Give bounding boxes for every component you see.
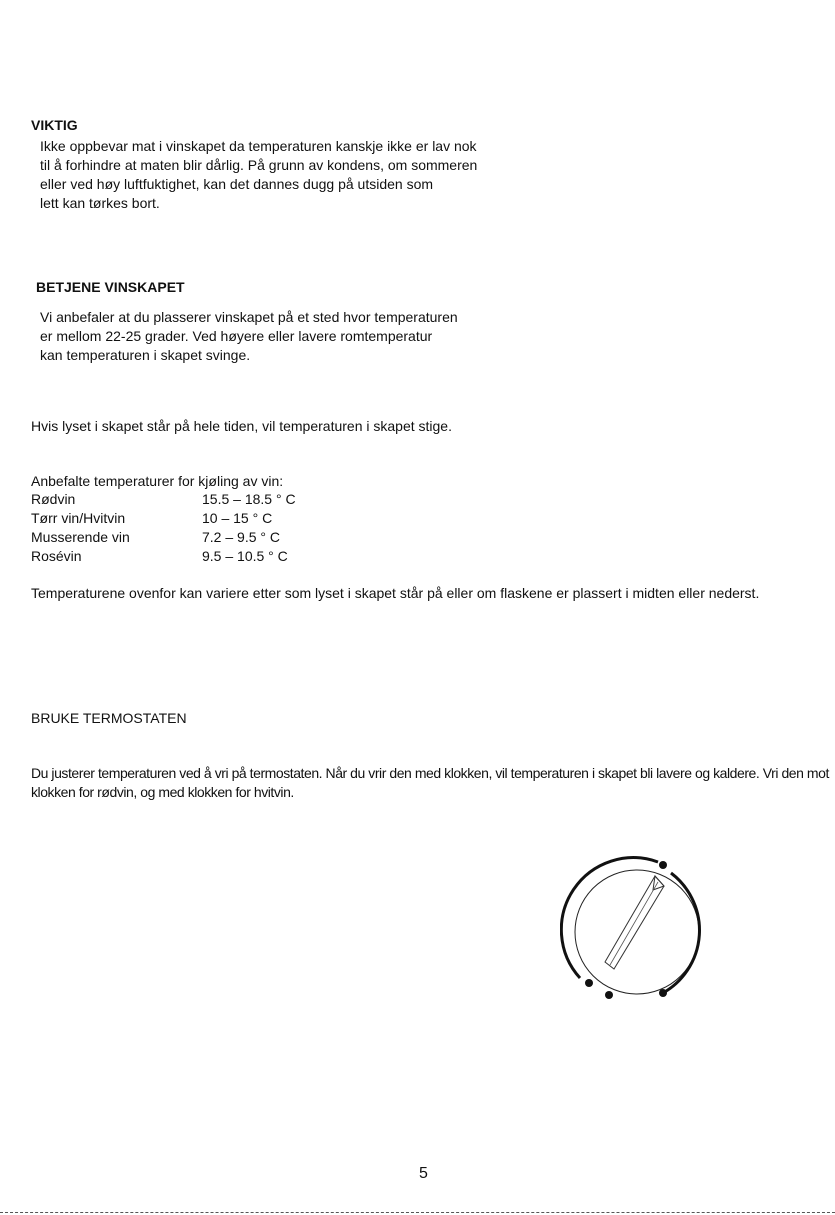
viktig-line-2: til å forhindre at maten blir dårlig. På grunn av kondens, om sommeren: [40, 157, 478, 173]
dial-dot-left: [585, 979, 593, 987]
viktig-line-3: eller ved høy luftfuktighet, kan det dannes dugg på utsiden som: [40, 176, 434, 192]
dial-dot-top: [659, 861, 667, 869]
viktig-heading: VIKTIG: [31, 117, 78, 133]
wine-temp-range: 9.5 – 10.5 ° C: [202, 548, 288, 564]
betjene-line-2: er mellom 22-25 grader. Ved høyere eller lavere romtemperatur: [40, 328, 433, 344]
dial-pointer-line: [610, 882, 658, 965]
thermostat-dial-icon: [560, 852, 715, 1007]
betjene-line-1: Vi anbefaler at du plasserer vinskapet på et sted hvor temperaturen: [40, 309, 458, 325]
page-number: 5: [419, 1165, 428, 1182]
wine-temp-range: 10 – 15 ° C: [202, 510, 273, 526]
wine-name: Rosévin: [31, 548, 82, 564]
wine-name: Tørr vin/Hvitvin: [31, 510, 126, 526]
termostat-text: Du justerer temperaturen ved å vri på termostaten. Når du vrir den med klokken, vil temperaturen i skapet bli lavere og kaldere. Vri den mot klokken for rødvin, og med klokken for hvitvin.: [31, 765, 829, 800]
viktig-line-4: lett kan tørkes bort.: [40, 195, 160, 211]
dial-arc-left: [561, 858, 658, 978]
dial-dot-right: [659, 989, 667, 997]
betjene-heading: BETJENE VINSKAPET: [36, 279, 185, 295]
dial-face: [575, 870, 699, 994]
wine-name: Rødvin: [31, 491, 76, 507]
wine-temp-range: 7.2 – 9.5 ° C: [202, 529, 280, 545]
light-note: Hvis lyset i skapet står på hele tiden, vil temperaturen i skapet stige.: [31, 418, 452, 434]
wine-temp-range: 15.5 – 18.5 ° C: [202, 491, 296, 507]
wine-name: Musserende vin: [31, 529, 130, 545]
dial-dot-bottom: [605, 991, 613, 999]
viktig-line-1: Ikke oppbevar mat i vinskapet da temperaturen kanskje ikke er lav nok: [40, 138, 477, 154]
temperatures-note: Temperaturene ovenfor kan variere etter som lyset i skapet står på eller om flaskene er plassert i midten eller nederst.: [31, 585, 760, 601]
temperatures-heading: Anbefalte temperaturer for kjøling av vin:: [31, 473, 284, 489]
footer-divider: [0, 1212, 835, 1213]
termostat-heading: BRUKE TERMOSTATEN: [31, 710, 187, 726]
betjene-line-3: kan temperaturen i skapet svinge.: [40, 347, 251, 363]
